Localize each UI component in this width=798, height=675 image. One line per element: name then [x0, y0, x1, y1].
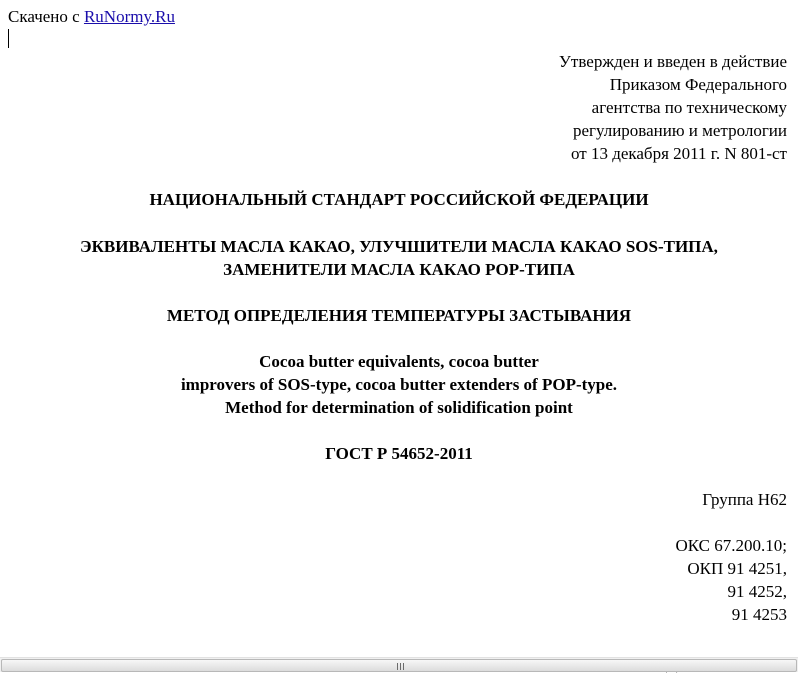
title-ru-line-2: ЗАМЕНИТЕЛИ МАСЛА КАКАО POP-ТИПА	[223, 260, 575, 279]
approval-block	[559, 50, 787, 165]
group-code	[702, 488, 787, 511]
runormy-link[interactable]: RuNormy.Ru	[83, 7, 175, 26]
title-en-line-1: Cocoa butter equivalents, cocoa butter	[259, 352, 539, 371]
text-caret	[8, 29, 9, 48]
method-ru-heading: МЕТОД ОПРЕДЕЛЕНИЯ ТЕМПЕРАТУРЫ ЗАСТЫВАНИЯ	[166, 306, 632, 325]
classification-line-2: ОКП 91 4251,	[687, 559, 787, 578]
horizontal-scrollbar[interactable]	[0, 657, 798, 672]
title-ru-line-1: ЭКВИВАЛЕНТЫ МАСЛА КАКАО, УЛУЧШИТЕЛИ МАСЛА КАКАО SOS-ТИПА,	[80, 237, 718, 256]
title-en-line-2: improvers of SOS-type, cocoa butter extenders of POP-type.	[180, 375, 618, 394]
gost-number: ГОСТ Р 54652-2011	[325, 444, 473, 463]
classification-line-3: 91 4252,	[727, 582, 787, 601]
scrollbar-grip-icon	[397, 663, 406, 670]
title-en-line-3: Method for determination of solidification point	[225, 398, 573, 417]
approval-line-1: Утвержден и введен в действие	[558, 52, 787, 71]
approval-line-5: от 13 декабря 2011 г. N 801-ст	[570, 144, 787, 163]
approval-line-2: Приказом Федерального	[609, 75, 787, 94]
classification-line-1: ОКС 67.200.10;	[675, 536, 787, 555]
download-source-line	[8, 5, 175, 28]
download-source-prefix: Скачено с	[8, 7, 84, 26]
approval-line-3: агентства по техническому	[591, 98, 787, 117]
group-code-text: Группа Н62	[702, 490, 787, 509]
scrollbar-thumb[interactable]	[1, 659, 797, 672]
approval-line-4: регулированию и метрологии	[572, 121, 787, 140]
standard-type-heading: НАЦИОНАЛЬНЫЙ СТАНДАРТ РОССИЙСКОЙ ФЕДЕРАЦИИ	[149, 190, 649, 209]
classification-block	[675, 534, 787, 626]
classification-line-4: 91 4253	[731, 605, 787, 624]
